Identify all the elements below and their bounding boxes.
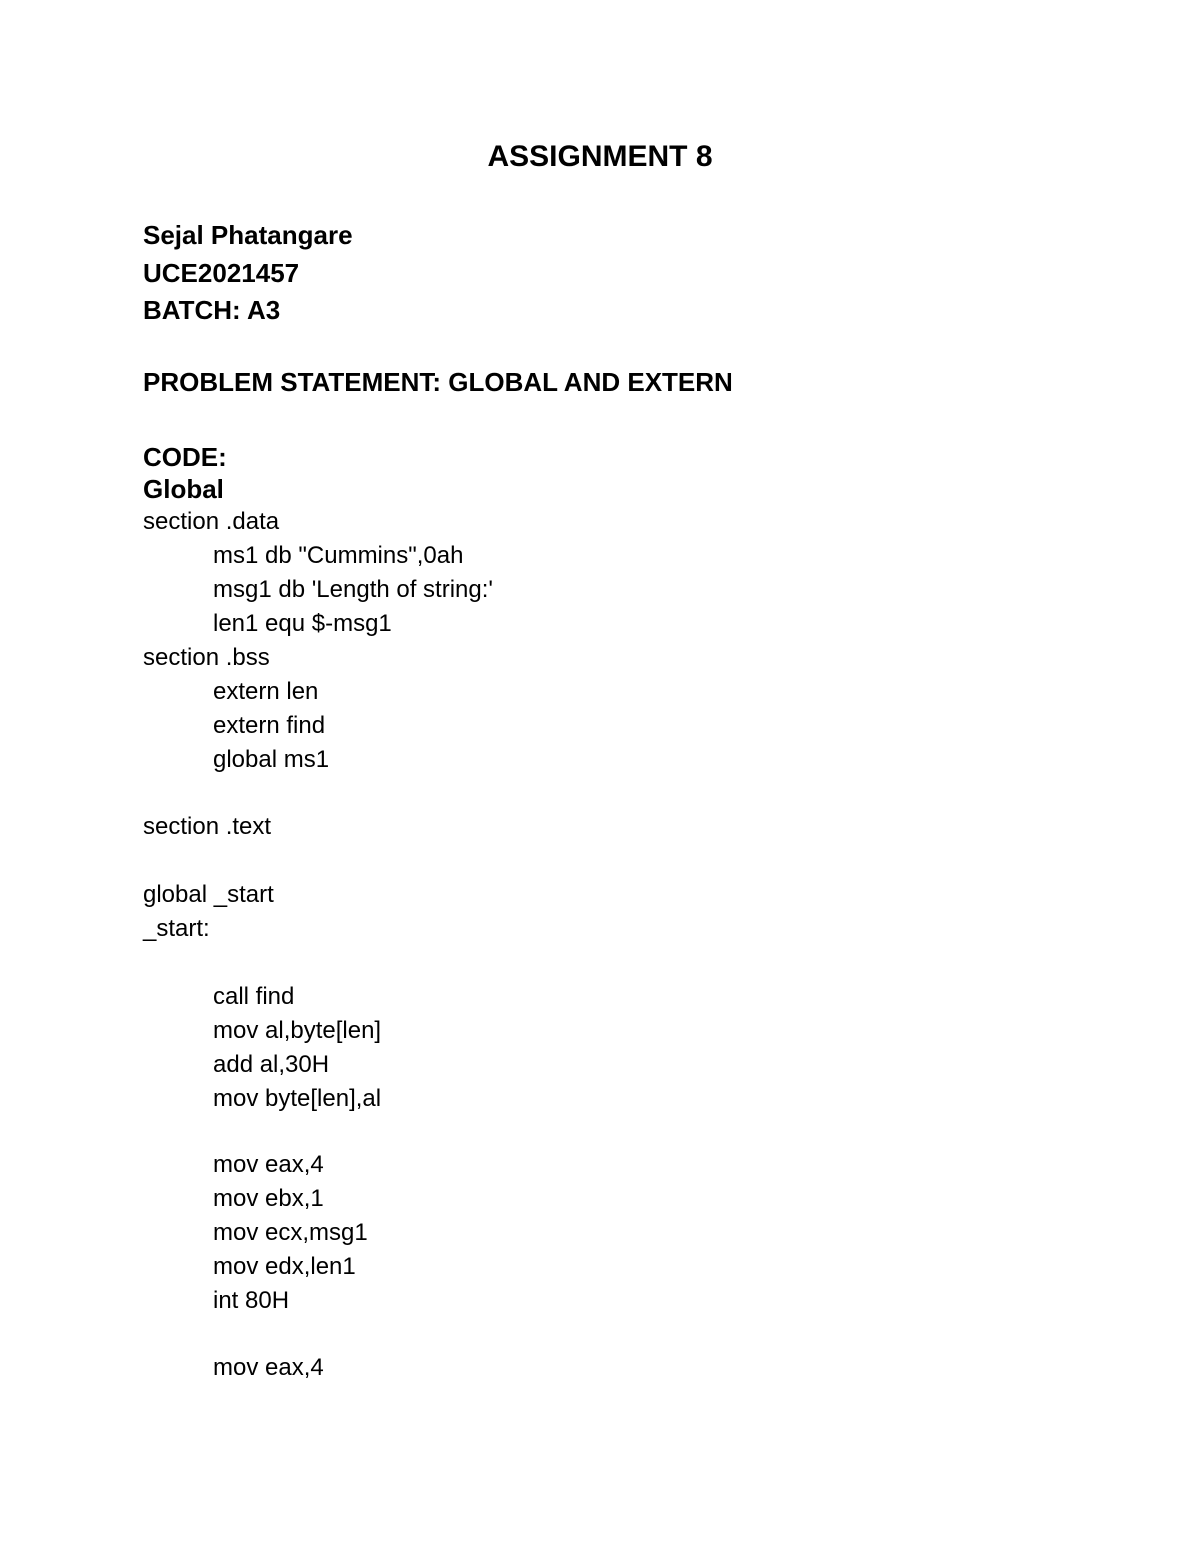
student-roll: UCE2021457 [143,258,300,288]
code-line: mov edx,len1 [213,1253,356,1280]
problem-statement: PROBLEM STATEMENT: GLOBAL AND EXTERN [143,367,733,397]
code-line: msg1 db 'Length of string:' [213,576,493,603]
code-line: section .bss [143,644,270,671]
code-line: mov eax,4 [213,1354,324,1381]
code-line: mov ebx,1 [213,1185,324,1212]
code-line: len1 equ $-msg1 [213,610,392,637]
code-line: add al,30H [213,1051,330,1078]
code-line: extern find [213,712,326,739]
code-line: section .text [143,813,272,840]
student-name: Sejal Phatangare [143,220,353,250]
code-line: mov byte[len],al [213,1085,382,1112]
code-line: section .data [143,508,280,535]
code-line: mov eax,4 [213,1151,324,1178]
code-line: _start: [143,915,210,942]
page-title: ASSIGNMENT 8 [487,140,713,173]
code-line: mov al,byte[len] [213,1017,382,1044]
code-line: mov ecx,msg1 [213,1219,368,1246]
code-line: ms1 db "Cummins",0ah [213,542,464,569]
file-heading: Global [143,474,224,504]
code-line: global _start [143,881,274,908]
code-line: int 80H [213,1287,290,1314]
code-line: call find [213,983,295,1010]
student-batch: BATCH: A3 [143,295,281,325]
code-line: extern len [213,678,319,705]
code-heading: CODE: [143,442,227,472]
code-line: global ms1 [213,746,330,773]
